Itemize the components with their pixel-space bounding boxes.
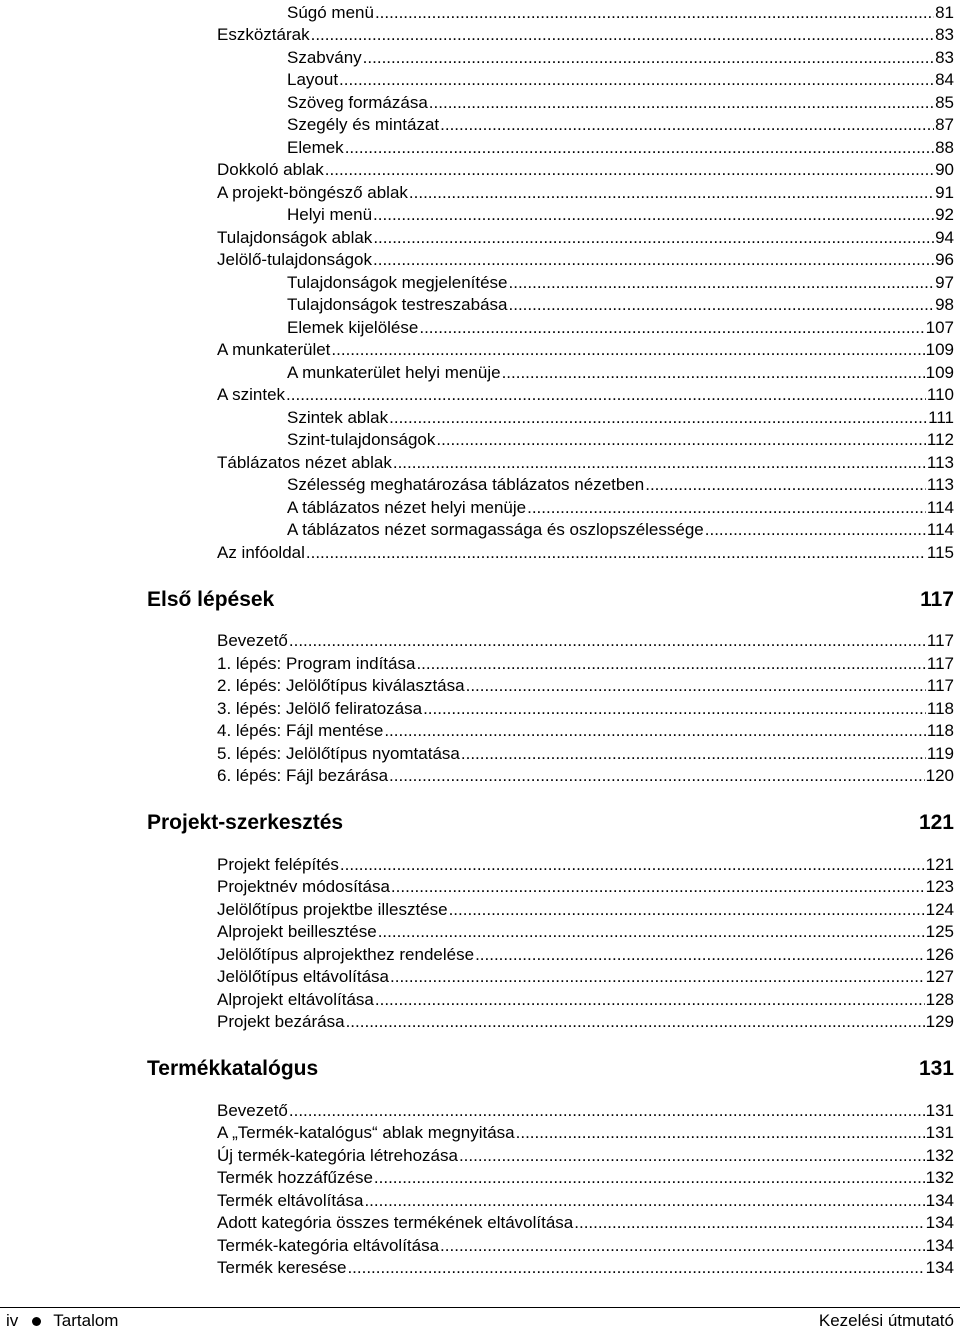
toc-entry-page: 107 [925,317,954,337]
toc-entry-page: 126 [925,944,954,964]
toc-entry-title: A táblázatos nézet sormagassága és oszlopszélessége [287,520,704,539]
footer-page-number: iv [6,1311,19,1330]
toc-entry-title: Jelölőtípus alprojekthez rendelése [217,944,475,964]
toc-entry-title: A „Termék-katalógus“ ablak megnyitása [217,1123,515,1142]
toc-entry-title: Termék hozzáfűzése [217,1168,373,1187]
toc-entry[interactable] [217,383,954,406]
toc-entry[interactable] [217,1256,954,1279]
toc-entry-page: 114 [926,497,954,517]
toc-entry-page: 113 [926,452,954,472]
toc-entry-title: Projekt felépítés [217,854,339,874]
toc-entry-page: 98 [935,295,954,314]
toc-entry-page: 131 [925,1100,954,1120]
dot-leader [311,25,934,45]
toc-entry[interactable] [287,360,954,383]
toc-entry[interactable] [287,90,954,113]
toc-entry-title: A projekt-böngésző ablak [217,182,408,202]
chapter-heading[interactable] [147,808,954,836]
toc-entry-page: 134 [925,1213,954,1232]
toc-entry[interactable] [217,920,954,943]
toc-entry-title: 5. lépés: Jelölőtípus nyomtatása [217,743,460,763]
dot-leader [331,340,924,360]
toc-entry-title: Dokkoló ablak [217,160,324,179]
toc-entry-title: Termék keresése [217,1258,347,1277]
footer-book-title: Kezelési útmutató [818,1311,954,1330]
toc-entry[interactable] [217,1121,954,1144]
dot-leader [373,205,934,225]
toc-entry-page: 90 [935,160,954,179]
toc-entry-page: 134 [925,1235,954,1255]
dot-leader [346,1012,925,1032]
toc-entry-title: 3. lépés: Jelölő feliratozása [217,698,423,718]
toc-entry[interactable] [287,203,954,226]
dot-leader [466,676,926,696]
chapter-title: Termékkatalógus [147,1057,319,1080]
toc-entry-page: 132 [925,1145,954,1165]
toc-entry[interactable] [217,1166,954,1189]
toc-entry-title: Szegély és mintázat [287,115,440,134]
toc-entry-page: 83 [935,47,954,67]
dot-leader [516,1123,925,1143]
toc-entry-page: 132 [925,1168,954,1187]
dot-leader [373,228,934,248]
toc-entry-page: 117 [926,631,954,650]
toc-entry-title: 2. lépés: Jelölőtípus kiválasztása [217,676,465,695]
toc-entry[interactable] [287,68,954,91]
toc-entry-title: Szabvány [287,47,362,67]
toc-entry-title: Adott kategória összes termékének eltávolítása [217,1213,574,1232]
dot-leader [390,967,925,987]
dot-leader [340,855,925,875]
toc-entry-title: Új termék-kategória létrehozása [217,1145,458,1165]
toc-entry-page: 134 [925,1258,954,1277]
toc-entry-page: 125 [925,922,954,941]
toc-entry[interactable] [287,405,954,428]
toc-entry-page: 111 [928,407,954,427]
bullet-icon [32,1317,41,1326]
toc-entry-page: 128 [925,989,954,1009]
footer-section: Tartalom [53,1311,119,1330]
dot-leader [363,48,934,68]
toc-entry[interactable] [217,1233,954,1256]
toc-entry-title: Termék-kategória eltávolítása [217,1235,440,1255]
toc-entry-page: 118 [926,721,954,740]
toc-entry-page: 129 [925,1012,954,1031]
toc-entry[interactable] [287,293,954,316]
chapter-page: 121 [918,811,954,834]
dot-leader [384,721,926,741]
toc-entry-page: 87 [935,115,954,134]
toc-entry-title: Tulajdonságok ablak [217,227,373,247]
dot-leader [440,115,934,135]
chapter-page: 131 [918,1057,954,1080]
toc-entry[interactable] [217,450,954,473]
dot-leader [527,498,926,518]
toc-entry[interactable] [287,473,954,496]
dot-leader [419,318,924,338]
toc-entry-page: 120 [925,766,954,785]
dot-leader [645,475,926,495]
toc-entry[interactable] [217,1188,954,1211]
toc-entry[interactable] [217,225,954,248]
dot-leader [461,744,926,764]
toc-entry[interactable] [287,428,954,451]
toc-entry-title: 6. lépés: Fájl bezárása [217,766,389,785]
chapter-heading[interactable] [147,585,954,613]
toc-entry-title: Alprojekt eltávolítása [217,989,374,1009]
toc-entry-title: Jelölőtípus eltávolítása [217,967,389,986]
dot-leader [393,453,926,473]
toc-entry-page: 92 [935,205,954,224]
toc-entry-title: Szint-tulajdonságok [287,430,436,449]
toc-entry-title: Alprojekt beillesztése [217,922,377,941]
toc-entry-page: 118 [926,698,954,718]
toc-entry[interactable] [287,45,954,68]
dot-leader [502,363,925,383]
toc-entry-title: Tulajdonságok testreszabása [287,295,508,314]
toc-entry-title: Táblázatos nézet ablak [217,452,392,472]
toc-entry-page: 96 [935,250,954,269]
toc-entry-page: 84 [935,70,954,89]
toc-entry[interactable] [217,741,954,764]
toc-entry-title: 1. lépés: Program indítása [217,653,416,673]
toc-entry-title: Elemek kijelölése [287,317,419,337]
toc-entry-page: 113 [926,475,954,494]
dot-leader [347,1258,924,1278]
dot-leader [375,3,934,23]
toc-entry[interactable] [217,1211,954,1234]
footer-left [6,1311,118,1331]
toc-entry-page: 117 [926,676,954,695]
toc-entry[interactable] [217,875,954,898]
toc-entry-page: 117 [926,653,954,673]
dot-leader [345,138,934,158]
dot-leader [325,160,934,180]
toc-entry-title: A munkaterület [217,340,331,359]
dot-leader [475,945,925,965]
toc-entry-page: 88 [935,137,954,157]
dot-leader [429,93,934,113]
toc-entry[interactable] [287,495,954,518]
toc-entry-title: Tulajdonságok megjelenítése [287,272,508,292]
toc-entry-title: Szöveg formázása [287,92,428,112]
toc-entry[interactable] [217,942,954,965]
toc-entry-page: 109 [925,340,954,359]
toc-entry-title: Az infóoldal [217,542,305,562]
dot-leader [364,1191,924,1211]
toc-entry-title: A munkaterület helyi menüje [287,362,501,382]
toc-entry-page: 83 [935,25,954,44]
toc-entry-page: 109 [925,362,954,382]
toc-entry-page: 134 [925,1190,954,1210]
dot-leader [306,543,926,563]
dot-leader [289,631,926,651]
toc-entry[interactable] [217,764,954,787]
toc-entry-title: Súgó menü [287,2,374,22]
toc-entry-page: 123 [925,877,954,896]
toc-entry[interactable] [217,965,954,988]
dot-leader [289,1101,925,1121]
dot-leader [436,430,926,450]
dot-leader [574,1213,924,1233]
toc-entry[interactable] [287,315,954,338]
toc-entry[interactable] [217,1098,954,1121]
toc-entry-page: 81 [935,2,954,22]
chapter-title: Első lépések [147,587,275,611]
toc-entry[interactable] [217,629,954,652]
dot-leader [389,766,925,786]
toc-entry-title: 4. lépés: Fájl mentése [217,721,384,740]
dot-leader [378,922,925,942]
toc-entry-page: 94 [935,227,954,247]
footer-rule [0,1307,960,1308]
dot-leader [440,1236,925,1256]
toc-entry-page: 97 [935,272,954,292]
chapter-heading[interactable] [147,1054,954,1082]
toc-entry-title: Projekt bezárása [217,1012,345,1031]
toc-entry-title: Termék eltávolítása [217,1190,364,1210]
toc-entry-title: Eszköztárak [217,25,310,44]
toc-entry[interactable] [217,897,954,920]
dot-leader [389,408,927,428]
dot-leader [449,900,925,920]
toc-entry-page: 114 [926,520,954,539]
toc-entry[interactable] [217,540,954,563]
toc-entry-page: 91 [935,182,954,202]
dot-leader [391,877,925,897]
toc-entry-page: 110 [926,385,954,404]
toc-entry-page: 121 [925,854,954,874]
dot-leader [373,250,934,270]
toc-entry[interactable] [217,248,954,271]
toc-entry-title: Helyi menü [287,205,373,224]
toc-entry[interactable] [287,270,954,293]
toc-entry-page: 127 [925,967,954,986]
toc-entry-page: 85 [935,92,954,112]
dot-leader [375,990,925,1010]
toc-entry[interactable] [217,719,954,742]
toc-entry-title: Bevezető [217,1100,288,1120]
dot-leader [509,295,935,315]
toc-entry-title: Bevezető [217,631,288,650]
toc-entry[interactable] [287,518,954,541]
toc-entry-title: Layout [287,70,339,89]
toc-entry[interactable] [217,338,954,361]
toc-entry[interactable] [217,23,954,46]
toc-entry-title: Elemek [287,137,344,157]
toc-entry-title: A táblázatos nézet helyi menüje [287,497,527,517]
dot-leader [339,70,934,90]
toc-entry-title: Projektnév módosítása [217,877,390,896]
toc-entry-page: 131 [925,1123,954,1142]
toc-entry[interactable] [217,852,954,875]
toc-entry-page: 124 [925,899,954,919]
toc-entry[interactable] [287,113,954,136]
toc-entry[interactable] [217,651,954,674]
toc-entry[interactable] [217,180,954,203]
toc-entry-title: A szintek [217,385,286,404]
toc-entry[interactable] [287,135,954,158]
toc-entry[interactable] [217,696,954,719]
dot-leader [409,183,934,203]
dot-leader [705,520,926,540]
toc-entry[interactable] [217,987,954,1010]
toc-entry-page: 119 [926,743,954,763]
dot-leader [459,1146,925,1166]
toc-entry-page: 115 [926,542,954,562]
toc-entry[interactable] [287,0,954,23]
chapter-title: Projekt-szerkesztés [147,811,344,834]
toc-entry[interactable] [217,158,954,181]
toc-entry[interactable] [217,674,954,697]
dot-leader [374,1168,925,1188]
toc-entry[interactable] [217,1143,954,1166]
toc-entry[interactable] [217,1010,954,1033]
dot-leader [509,273,935,293]
dot-leader [416,654,925,674]
dot-leader [423,699,926,719]
toc-entry-title: Szélesség meghatározása táblázatos nézetben [287,475,645,494]
toc-entry-title: Jelölő-tulajdonságok [217,250,372,269]
toc-entry-page: 112 [926,430,954,449]
chapter-page: 117 [920,587,954,611]
toc-entry-title: Szintek ablak [287,407,389,427]
toc-entry-title: Jelölőtípus projektbe illesztése [217,899,448,919]
page-footer [6,1311,954,1331]
dot-leader [286,385,926,405]
